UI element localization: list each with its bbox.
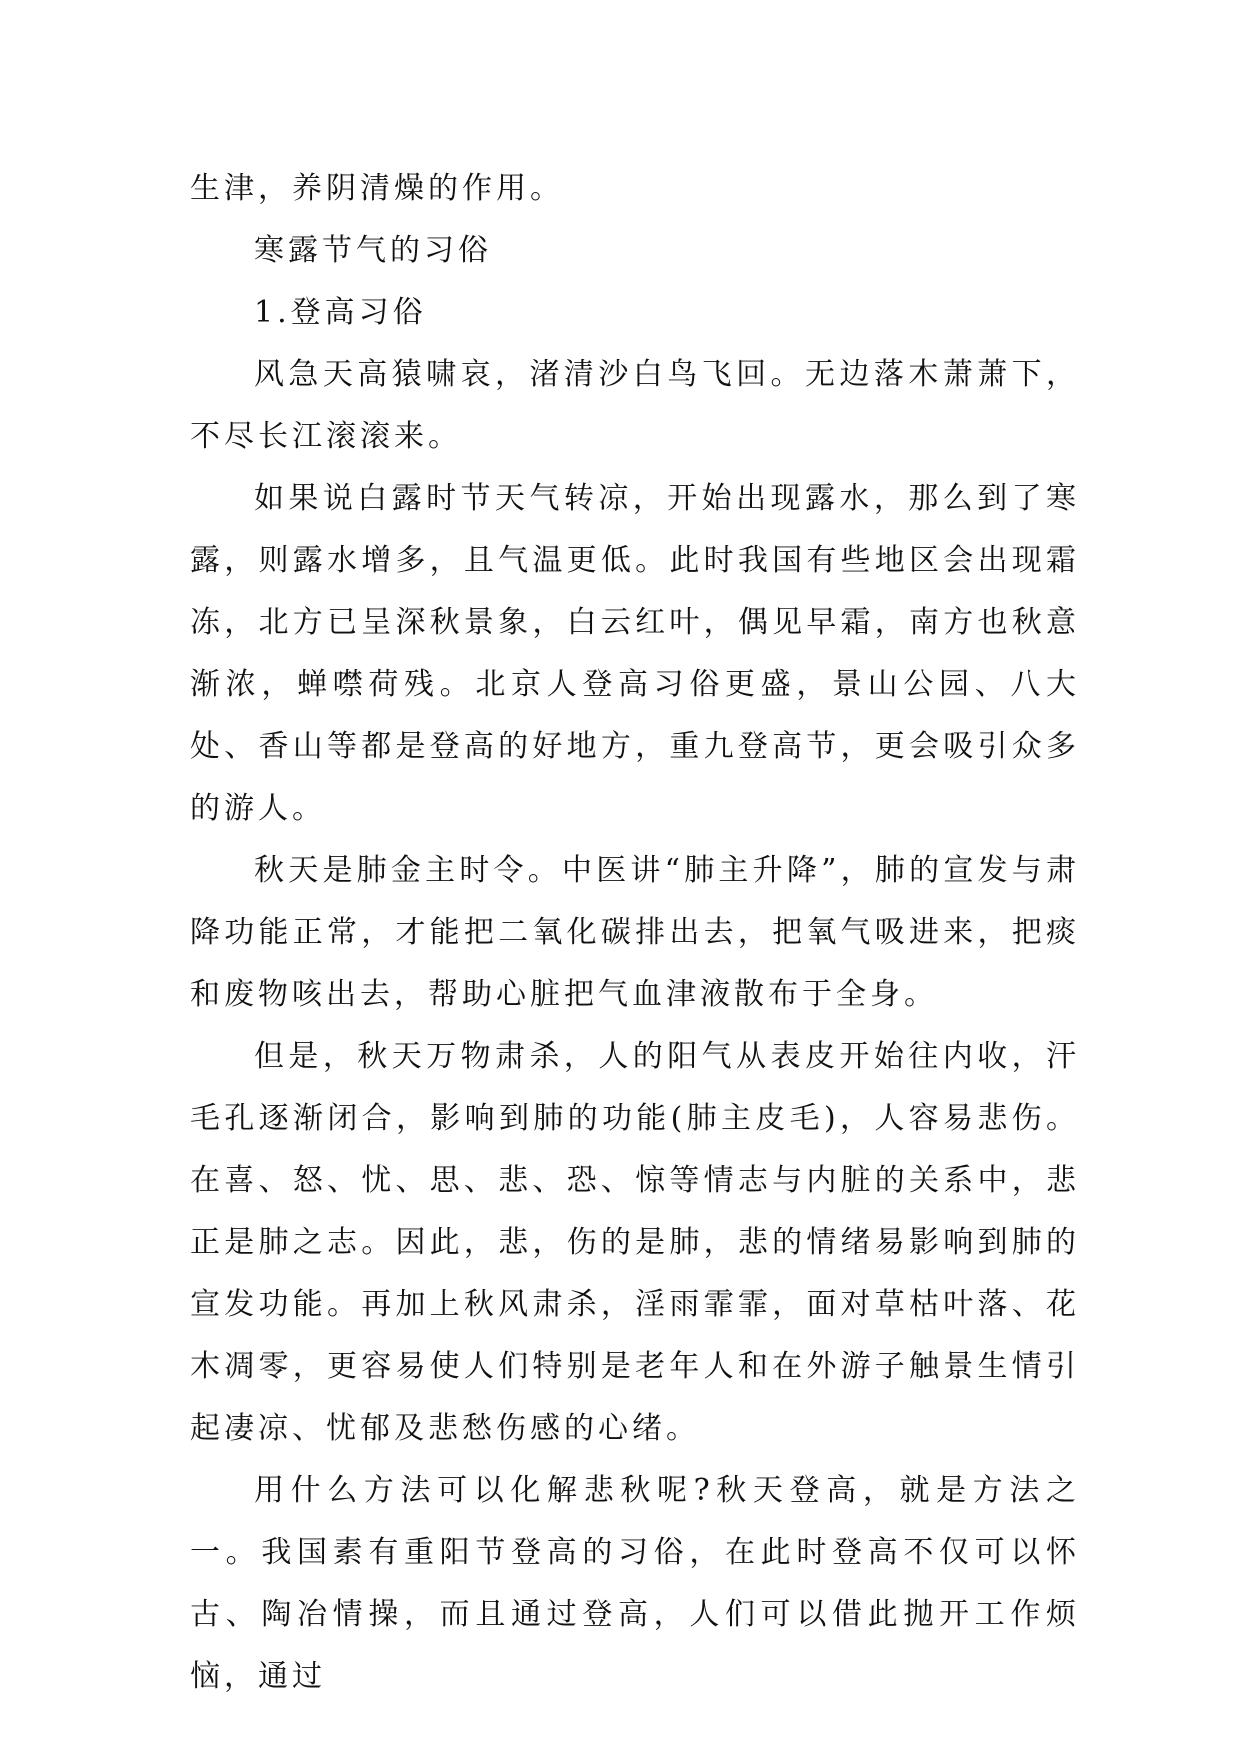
paragraph-3: 秋天是肺金主时令。中医讲“肺主升降”，肺的宣发与肃降功能正常，才能把二氧化碳排出去，把氧气吸进来，把痰和废物咳出去，帮助心脏把气血津液散布于全身。: [190, 853, 1080, 1012]
paragraph-5: 用什么方法可以化解悲秋呢?秋天登高，就是方法之一。我国素有重阳节登高的习俗，在此时登高不仅可以怀古、陶冶情操，而且通过登高，人们可以借此抛开工作烦恼，通过: [190, 1473, 1080, 1694]
paragraph-1: 生津，养阴清燥的作用。: [190, 171, 564, 206]
subheading-1: 1.登高习俗: [254, 295, 427, 330]
paragraph-2: 如果说白露时节天气转凉，开始出现露水，那么到了寒露，则露水增多，且气温更低。此时我国有些地区会出现霜冻，北方已呈深秋景象，白云红叶，偶见早霜，南方也秋意渐浓，蝉噤荷残。北京人登高习俗更盛，景山公园、八大处、香山等都是登高的好地方，重九登高节，更会吸引众多的游人。: [190, 481, 1080, 826]
paragraph-4: 但是，秋天万物肃杀，人的阳气从表皮开始往内收，汗毛孔逐渐闭合，影响到肺的功能(肺主皮毛)，人容易悲伤。在喜、怒、忧、思、悲、恐、惊等情志与内脏的关系中，悲正是肺之志。因此，悲，伤的是肺，悲的情绪易影响到肺的宣发功能。再加上秋风肃杀，淫雨霏霏，面对草枯叶落、花木凋零，更容易使人们特别是老年人和在外游子触景生情引起凄凉、忧郁及悲愁伤感的心绪。: [190, 1039, 1080, 1446]
section-heading: 寒露节气的习俗: [254, 233, 492, 268]
poem-paragraph: 风急天高猿啸哀，渚清沙白鸟飞回。无边落木萧萧下，不尽长江滚滚来。: [190, 357, 1080, 454]
document-body: [190, 158, 1080, 1708]
